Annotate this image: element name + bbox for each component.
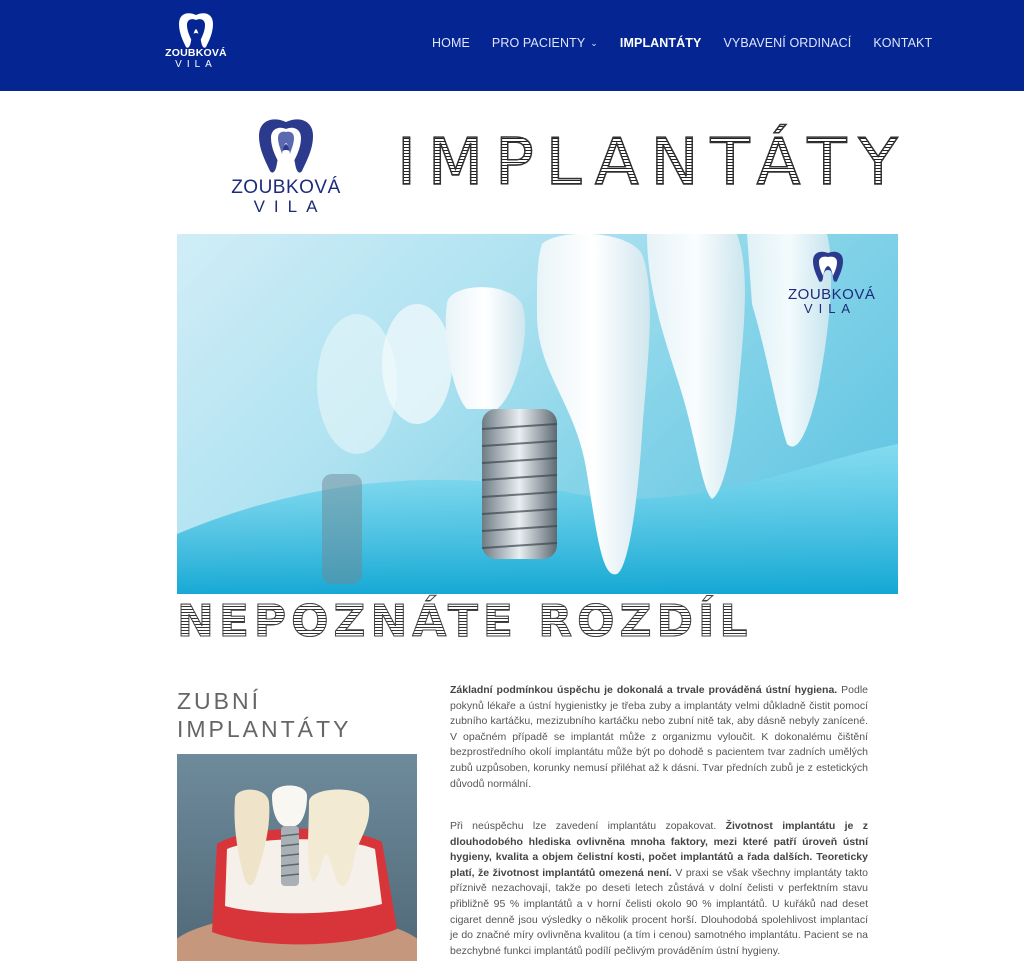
logo-text-line1: ZOUBKOVÁ [165, 47, 227, 59]
hero-logo-text [226, 178, 346, 216]
tooth-logo-icon [226, 116, 346, 178]
main-nav [432, 36, 954, 50]
paragraph-hygiene-rest: Podle pokynů lékaře a ústní hygienistky je třeba zuby a implantáty velmi důkladně čistit pomocí zubního kartáčku, mezizubního kartáčku nebo zubní nitě tak, aby dásně nebyly zanícené. V opačném případě se implantát může z organizmu vyloučit. K dokonalému čištění bezprostředního okolí implantátu může být po dohodě s pacientem tvar zadních umělých zubů uzpůsoben, korunky nemusí přiléhat až k dásni. Tvar předních zubů je z estetických důvodů normální. [450, 684, 868, 790]
nav-item-label: KONTAKT [873, 36, 933, 50]
paragraph-hygiene-bold: Základní podmínkou úspěchu je dokonalá a trvale prováděná ústní hygiena. [450, 684, 838, 696]
logo-text-line2: VILA [175, 59, 217, 70]
tooth-logo-icon [163, 11, 229, 51]
paragraph-hygiene [450, 683, 868, 792]
side-title [177, 687, 351, 743]
tooth-logo-icon [808, 250, 848, 286]
nav-item-implantaty[interactable] [620, 36, 702, 50]
side-title-line1: ZUBNÍ [177, 688, 261, 714]
paragraph-lifespan-start: Při neúspěchu lze zavedení implantátu zopakovat. [450, 820, 726, 832]
banner-logo-line2: VILA [803, 301, 857, 316]
hero-logo-line1: ZOUBKOVÁ [231, 177, 341, 198]
implant-banner-image [177, 234, 898, 594]
nav-item-kontakt[interactable] [873, 36, 932, 50]
nav-item-label: HOME [432, 36, 470, 50]
nav-item-home[interactable] [432, 36, 470, 50]
nav-item-label: VYBAVENÍ ORDINACÍ [723, 36, 852, 50]
site-logo[interactable] [163, 11, 229, 77]
hero-logo [226, 116, 346, 220]
nav-item-label: IMPLANTÁTY [619, 36, 702, 50]
banner-logo-line1: ZOUBKOVÁ [788, 286, 876, 303]
paragraph-lifespan [450, 819, 868, 959]
page-subtitle: NEPOZNÁTE ROZDÍL [177, 596, 753, 647]
implant-model-image [177, 754, 417, 961]
page-title-text: IMPLANTÁTY [397, 126, 910, 200]
paragraph-lifespan-bold: Životnost implantátu je z dlouhodobého hlediska ovlivněna mnoha faktory, mezi které patří úroveň ústní hygieny, kvalita a objem čelistní kosti, počet implantátů a řada dalších. Teoreticky platí, že životnost implantátů omezená není. [450, 820, 868, 879]
page-title [397, 126, 910, 200]
nav-item-label: PRO PACIENTY [491, 36, 586, 50]
paragraph-lifespan-rest: V praxi se však všechny implantáty takto příznivě nezachovají, takže po deseti letech zůstává v dolní čelisti v perfektním stavu přibližně 95 % implantátů a v horní čelisti okolo 90 % implantátů. U kuřáků nad deset cigaret denně jsou výsledky o několik procent horší. Dlouhodobá spolehlivost implantací je do značné míry ovlivněna kvalitou (a tím i cenou) samotného implantátu. Pacient se na bezchybné funkci implantátů podílí pečlivým prováděním ústní hygieny. [450, 866, 869, 957]
banner-logo [788, 250, 876, 320]
nav-item-vybaveni-ordinaci[interactable] [723, 36, 851, 50]
implant-model-illustration [177, 754, 417, 961]
site-header [0, 0, 1024, 91]
side-title-line2: IMPLANTÁTY [177, 716, 352, 742]
nav-item-pro-pacienty[interactable] [492, 36, 598, 50]
logo-text [163, 48, 229, 70]
chevron-down-icon: ⌄ [590, 37, 598, 48]
hero-logo-line2: VILA [253, 197, 327, 216]
